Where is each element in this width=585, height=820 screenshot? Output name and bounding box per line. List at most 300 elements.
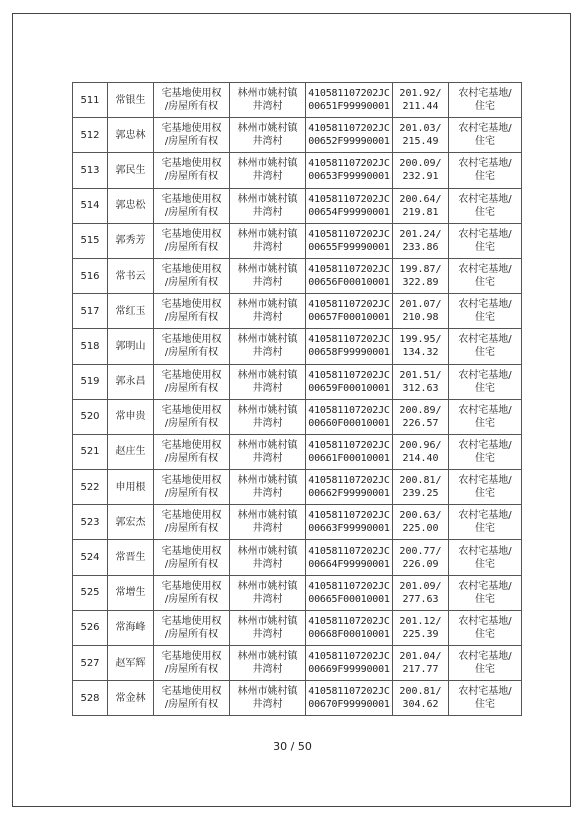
cell-right-type-line: 宅基地使用权 (161, 545, 222, 557)
cell-parcel-code-line: 00670F99990001 (308, 699, 390, 711)
cell-area-line: 200.81/ (399, 686, 442, 698)
cell-owner-name: 郭秀芳 (108, 223, 154, 258)
cell-usage-line: 住宅 (475, 452, 495, 464)
cell-usage-line: 住宅 (475, 171, 495, 183)
cell-number: 519 (73, 364, 108, 399)
cell-owner-name: 申用根 (108, 470, 154, 505)
cell-area-line: 200.64/ (399, 193, 442, 205)
table-row (73, 575, 522, 610)
cell-parcel-code-line: 00653F99990001 (308, 171, 390, 183)
cell-area-line: 201.09/ (399, 580, 442, 592)
cell-usage-line: 农村宅基地/ (458, 475, 512, 487)
cell-location-line: 井湾村 (252, 171, 283, 183)
cell-area-line: 199.95/ (399, 334, 442, 346)
cell-usage (449, 258, 522, 293)
cell-usage (449, 540, 522, 575)
cell-location-line: 林州市姚村镇 (237, 651, 298, 663)
cell-parcel-code-line: 00654F99990001 (308, 206, 390, 218)
cell-location-line: 林州市姚村镇 (237, 686, 298, 698)
cell-right-type-line: /房屋所有权 (164, 241, 219, 253)
cell-parcel-code-line: 00665F00010001 (308, 593, 390, 605)
cell-location (230, 153, 306, 188)
cell-location-line: 井湾村 (252, 664, 283, 676)
table-row (73, 329, 522, 364)
table-row (73, 364, 522, 399)
cell-usage-line: 农村宅基地/ (458, 264, 512, 276)
cell-location (230, 575, 306, 610)
cell-owner-name: 常金林 (108, 681, 154, 716)
cell-right-type-line: /房屋所有权 (164, 664, 219, 676)
cell-area-line: 200.81/ (399, 475, 442, 487)
cell-area-line: 134.32 (402, 347, 439, 359)
cell-parcel-code-line: 410581107202JC (308, 510, 390, 522)
cell-number: 518 (73, 329, 108, 364)
cell-usage-line: 农村宅基地/ (458, 123, 512, 135)
cell-number: 527 (73, 646, 108, 681)
cell-area-line: 217.77 (402, 664, 439, 676)
table-row (73, 294, 522, 329)
cell-location-line: 林州市姚村镇 (237, 88, 298, 100)
cell-location (230, 364, 306, 399)
cell-right-type (154, 540, 230, 575)
cell-usage-line: 农村宅基地/ (458, 545, 512, 557)
cell-parcel-code-line: 00668F00010001 (308, 628, 390, 640)
cell-owner-name: 郭忠林 (108, 118, 154, 153)
cell-area-line: 201.92/ (399, 88, 442, 100)
cell-area-line: 225.00 (402, 523, 439, 535)
cell-right-type-line: 宅基地使用权 (161, 123, 222, 135)
cell-area-line: 322.89 (402, 277, 439, 289)
cell-parcel-code-line: 410581107202JC (308, 545, 390, 557)
cell-number: 524 (73, 540, 108, 575)
cell-location-line: 林州市姚村镇 (237, 439, 298, 451)
cell-area-line: 225.39 (402, 628, 439, 640)
cell-area (393, 118, 449, 153)
cell-parcel-code (306, 434, 393, 469)
cell-area-line: 201.24/ (399, 228, 442, 240)
cell-area-line: 200.09/ (399, 158, 442, 170)
cell-owner-name: 常申贵 (108, 399, 154, 434)
cell-right-type-line: 宅基地使用权 (161, 475, 222, 487)
cell-right-type-line: /房屋所有权 (164, 312, 219, 324)
cell-parcel-code-line: 00664F99990001 (308, 558, 390, 570)
cell-parcel-code-line: 410581107202JC (308, 334, 390, 346)
cell-usage-line: 农村宅基地/ (458, 193, 512, 205)
cell-usage-line: 农村宅基地/ (458, 439, 512, 451)
cell-parcel-code (306, 153, 393, 188)
cell-location-line: 林州市姚村镇 (237, 545, 298, 557)
cell-parcel-code-line: 00663F99990001 (308, 523, 390, 535)
cell-parcel-code-line: 410581107202JC (308, 299, 390, 311)
cell-location (230, 188, 306, 223)
cell-location-line: 林州市姚村镇 (237, 264, 298, 276)
cell-area (393, 153, 449, 188)
cell-right-type-line: /房屋所有权 (164, 523, 219, 535)
cell-owner-name: 常银生 (108, 83, 154, 118)
cell-usage-line: 农村宅基地/ (458, 615, 512, 627)
cell-location-line: 林州市姚村镇 (237, 475, 298, 487)
cell-usage (449, 646, 522, 681)
cell-area-line: 226.09 (402, 558, 439, 570)
cell-usage-line: 农村宅基地/ (458, 158, 512, 170)
cell-location-line: 林州市姚村镇 (237, 510, 298, 522)
cell-right-type (154, 294, 230, 329)
cell-area (393, 188, 449, 223)
cell-usage (449, 470, 522, 505)
cell-area (393, 646, 449, 681)
cell-parcel-code-line: 410581107202JC (308, 686, 390, 698)
cell-parcel-code (306, 646, 393, 681)
cell-right-type (154, 153, 230, 188)
cell-area (393, 364, 449, 399)
cell-right-type-line: /房屋所有权 (164, 593, 219, 605)
cell-parcel-code-line: 00659F00010001 (308, 382, 390, 394)
cell-number: 514 (73, 188, 108, 223)
cell-area-line: 233.86 (402, 241, 439, 253)
cell-right-type-line: /房屋所有权 (164, 171, 219, 183)
cell-right-type-line: 宅基地使用权 (161, 334, 222, 346)
cell-number: 516 (73, 258, 108, 293)
cell-right-type-line: /房屋所有权 (164, 101, 219, 113)
cell-area-line: 232.91 (402, 171, 439, 183)
cell-usage-line: 住宅 (475, 101, 495, 113)
cell-usage-line: 农村宅基地/ (458, 404, 512, 416)
cell-right-type-line: 宅基地使用权 (161, 228, 222, 240)
cell-usage (449, 434, 522, 469)
cell-right-type-line: 宅基地使用权 (161, 158, 222, 170)
cell-location-line: 井湾村 (252, 277, 283, 289)
cell-location-line: 井湾村 (252, 593, 283, 605)
cell-right-type (154, 646, 230, 681)
cell-location (230, 470, 306, 505)
table-row (73, 646, 522, 681)
cell-right-type (154, 610, 230, 645)
cell-parcel-code (306, 505, 393, 540)
cell-location-line: 井湾村 (252, 699, 283, 711)
cell-usage (449, 118, 522, 153)
register-table-body (73, 83, 522, 716)
cell-usage (449, 83, 522, 118)
cell-right-type-line: /房屋所有权 (164, 206, 219, 218)
cell-location (230, 329, 306, 364)
cell-location (230, 223, 306, 258)
cell-right-type (154, 364, 230, 399)
table-row (73, 399, 522, 434)
cell-parcel-code (306, 294, 393, 329)
table-row (73, 153, 522, 188)
cell-usage-line: 住宅 (475, 241, 495, 253)
cell-parcel-code (306, 364, 393, 399)
cell-usage-line: 住宅 (475, 664, 495, 676)
cell-area-line: 201.07/ (399, 299, 442, 311)
cell-parcel-code-line: 00651F99990001 (308, 101, 390, 113)
cell-location-line: 井湾村 (252, 101, 283, 113)
cell-usage (449, 223, 522, 258)
cell-usage (449, 399, 522, 434)
cell-parcel-code-line: 410581107202JC (308, 158, 390, 170)
cell-number: 513 (73, 153, 108, 188)
cell-area-line: 312.63 (402, 382, 439, 394)
cell-right-type-line: 宅基地使用权 (161, 580, 222, 592)
cell-location (230, 294, 306, 329)
cell-location-line: 林州市姚村镇 (237, 580, 298, 592)
cell-parcel-code-line: 00661F00010001 (308, 452, 390, 464)
cell-area (393, 294, 449, 329)
cell-usage-line: 农村宅基地/ (458, 651, 512, 663)
cell-area-line: 210.98 (402, 312, 439, 324)
cell-parcel-code (306, 83, 393, 118)
cell-usage (449, 575, 522, 610)
cell-parcel-code-line: 00662F99990001 (308, 488, 390, 500)
cell-parcel-code-line: 00655F99990001 (308, 241, 390, 253)
cell-area-line: 201.12/ (399, 615, 442, 627)
cell-usage-line: 农村宅基地/ (458, 88, 512, 100)
cell-area (393, 223, 449, 258)
cell-usage-line: 住宅 (475, 206, 495, 218)
cell-parcel-code (306, 399, 393, 434)
cell-number: 520 (73, 399, 108, 434)
cell-number: 525 (73, 575, 108, 610)
cell-number: 521 (73, 434, 108, 469)
cell-area-line: 201.04/ (399, 651, 442, 663)
cell-area-line: 200.96/ (399, 439, 442, 451)
cell-usage-line: 农村宅基地/ (458, 686, 512, 698)
table-row (73, 505, 522, 540)
cell-parcel-code-line: 00658F99990001 (308, 347, 390, 359)
cell-usage (449, 610, 522, 645)
cell-location-line: 井湾村 (252, 136, 283, 148)
cell-location (230, 540, 306, 575)
cell-location-line: 林州市姚村镇 (237, 369, 298, 381)
cell-usage-line: 住宅 (475, 523, 495, 535)
cell-right-type-line: 宅基地使用权 (161, 404, 222, 416)
cell-right-type-line: /房屋所有权 (164, 347, 219, 359)
cell-right-type-line: 宅基地使用权 (161, 686, 222, 698)
cell-right-type-line: /房屋所有权 (164, 558, 219, 570)
cell-owner-name: 常书云 (108, 258, 154, 293)
cell-usage-line: 住宅 (475, 347, 495, 359)
cell-right-type-line: 宅基地使用权 (161, 615, 222, 627)
cell-owner-name: 赵军辉 (108, 646, 154, 681)
cell-right-type (154, 258, 230, 293)
cell-location-line: 林州市姚村镇 (237, 334, 298, 346)
cell-area (393, 470, 449, 505)
cell-parcel-code-line: 410581107202JC (308, 369, 390, 381)
cell-right-type-line: /房屋所有权 (164, 382, 219, 394)
cell-number: 523 (73, 505, 108, 540)
cell-area-line: 211.44 (402, 101, 439, 113)
cell-usage (449, 681, 522, 716)
cell-area-line: 215.49 (402, 136, 439, 148)
cell-area-line: 226.57 (402, 417, 439, 429)
cell-owner-name: 郭忠松 (108, 188, 154, 223)
cell-parcel-code-line: 410581107202JC (308, 264, 390, 276)
cell-area (393, 505, 449, 540)
cell-owner-name: 常海峰 (108, 610, 154, 645)
table-row (73, 434, 522, 469)
cell-area-line: 304.62 (402, 699, 439, 711)
cell-usage (449, 153, 522, 188)
cell-right-type (154, 470, 230, 505)
cell-right-type-line: /房屋所有权 (164, 488, 219, 500)
cell-location-line: 林州市姚村镇 (237, 299, 298, 311)
cell-parcel-code (306, 329, 393, 364)
cell-right-type (154, 329, 230, 364)
cell-area (393, 83, 449, 118)
cell-number: 517 (73, 294, 108, 329)
cell-parcel-code (306, 681, 393, 716)
cell-area-line: 214.40 (402, 452, 439, 464)
cell-area (393, 610, 449, 645)
cell-area (393, 575, 449, 610)
cell-parcel-code (306, 188, 393, 223)
page-number: 30 / 50 (273, 740, 312, 753)
cell-parcel-code-line: 410581107202JC (308, 193, 390, 205)
cell-location-line: 井湾村 (252, 628, 283, 640)
table-row (73, 540, 522, 575)
cell-area-line: 199.87/ (399, 264, 442, 276)
cell-right-type-line: 宅基地使用权 (161, 299, 222, 311)
cell-owner-name: 郭明山 (108, 329, 154, 364)
cell-area-line: 277.63 (402, 593, 439, 605)
cell-usage-line: 住宅 (475, 488, 495, 500)
cell-location (230, 505, 306, 540)
cell-number: 526 (73, 610, 108, 645)
cell-right-type (154, 434, 230, 469)
cell-parcel-code-line: 410581107202JC (308, 475, 390, 487)
cell-right-type (154, 681, 230, 716)
cell-right-type-line: 宅基地使用权 (161, 439, 222, 451)
cell-area (393, 329, 449, 364)
cell-usage-line: 农村宅基地/ (458, 580, 512, 592)
cell-usage-line: 住宅 (475, 558, 495, 570)
cell-parcel-code-line: 410581107202JC (308, 404, 390, 416)
cell-location (230, 399, 306, 434)
cell-usage-line: 住宅 (475, 277, 495, 289)
table-row (73, 610, 522, 645)
cell-area-line: 200.89/ (399, 404, 442, 416)
cell-area-line: 200.63/ (399, 510, 442, 522)
cell-area-line: 201.51/ (399, 369, 442, 381)
cell-number: 515 (73, 223, 108, 258)
cell-area-line: 239.25 (402, 488, 439, 500)
cell-parcel-code-line: 410581107202JC (308, 580, 390, 592)
cell-right-type-line: 宅基地使用权 (161, 193, 222, 205)
cell-right-type-line: /房屋所有权 (164, 452, 219, 464)
cell-usage-line: 农村宅基地/ (458, 369, 512, 381)
cell-location (230, 646, 306, 681)
cell-location (230, 610, 306, 645)
cell-right-type-line: 宅基地使用权 (161, 369, 222, 381)
cell-right-type-line: /房屋所有权 (164, 699, 219, 711)
cell-parcel-code (306, 223, 393, 258)
cell-location (230, 83, 306, 118)
cell-parcel-code-line: 410581107202JC (308, 88, 390, 100)
cell-right-type (154, 188, 230, 223)
cell-location-line: 井湾村 (252, 312, 283, 324)
cell-location-line: 井湾村 (252, 488, 283, 500)
cell-owner-name: 常红玉 (108, 294, 154, 329)
cell-usage-line: 农村宅基地/ (458, 299, 512, 311)
cell-location-line: 井湾村 (252, 241, 283, 253)
cell-parcel-code-line: 00669F99990001 (308, 664, 390, 676)
cell-parcel-code-line: 00656F00010001 (308, 277, 390, 289)
cell-usage-line: 农村宅基地/ (458, 510, 512, 522)
cell-right-type-line: 宅基地使用权 (161, 264, 222, 276)
cell-location (230, 434, 306, 469)
cell-number: 512 (73, 118, 108, 153)
cell-usage (449, 505, 522, 540)
table-row (73, 470, 522, 505)
cell-area (393, 681, 449, 716)
cell-right-type-line: 宅基地使用权 (161, 88, 222, 100)
cell-parcel-code-line: 00652F99990001 (308, 136, 390, 148)
cell-usage (449, 294, 522, 329)
cell-parcel-code (306, 575, 393, 610)
cell-location-line: 井湾村 (252, 206, 283, 218)
cell-usage (449, 329, 522, 364)
table-row (73, 223, 522, 258)
cell-right-type-line: 宅基地使用权 (161, 510, 222, 522)
cell-parcel-code (306, 610, 393, 645)
cell-right-type-line: 宅基地使用权 (161, 651, 222, 663)
cell-location-line: 井湾村 (252, 417, 283, 429)
cell-parcel-code (306, 540, 393, 575)
cell-location (230, 681, 306, 716)
cell-owner-name: 郭永昌 (108, 364, 154, 399)
cell-area (393, 399, 449, 434)
cell-parcel-code-line: 410581107202JC (308, 123, 390, 135)
cell-usage (449, 364, 522, 399)
cell-usage-line: 住宅 (475, 699, 495, 711)
cell-location-line: 林州市姚村镇 (237, 158, 298, 170)
cell-usage-line: 住宅 (475, 593, 495, 605)
cell-location (230, 258, 306, 293)
cell-parcel-code (306, 258, 393, 293)
cell-parcel-code-line: 410581107202JC (308, 651, 390, 663)
cell-location (230, 118, 306, 153)
cell-owner-name: 郭宏杰 (108, 505, 154, 540)
table-row (73, 83, 522, 118)
cell-parcel-code-line: 00657F00010001 (308, 312, 390, 324)
cell-parcel-code-line: 00660F00010001 (308, 417, 390, 429)
cell-location-line: 井湾村 (252, 452, 283, 464)
table-row (73, 118, 522, 153)
cell-location-line: 井湾村 (252, 347, 283, 359)
cell-usage-line: 住宅 (475, 312, 495, 324)
cell-area-line: 201.03/ (399, 123, 442, 135)
cell-parcel-code-line: 410581107202JC (308, 439, 390, 451)
cell-location-line: 林州市姚村镇 (237, 615, 298, 627)
cell-area (393, 434, 449, 469)
cell-right-type-line: /房屋所有权 (164, 628, 219, 640)
cell-location-line: 井湾村 (252, 523, 283, 535)
cell-owner-name: 赵庄生 (108, 434, 154, 469)
cell-owner-name: 常增生 (108, 575, 154, 610)
cell-area-line: 219.81 (402, 206, 439, 218)
cell-location-line: 林州市姚村镇 (237, 404, 298, 416)
cell-right-type-line: /房屋所有权 (164, 136, 219, 148)
cell-owner-name: 常晋生 (108, 540, 154, 575)
table-row (73, 188, 522, 223)
cell-usage-line: 农村宅基地/ (458, 334, 512, 346)
cell-area (393, 540, 449, 575)
cell-number: 528 (73, 681, 108, 716)
register-table (72, 82, 522, 716)
cell-parcel-code-line: 410581107202JC (308, 615, 390, 627)
cell-location-line: 林州市姚村镇 (237, 193, 298, 205)
cell-area-line: 200.77/ (399, 545, 442, 557)
